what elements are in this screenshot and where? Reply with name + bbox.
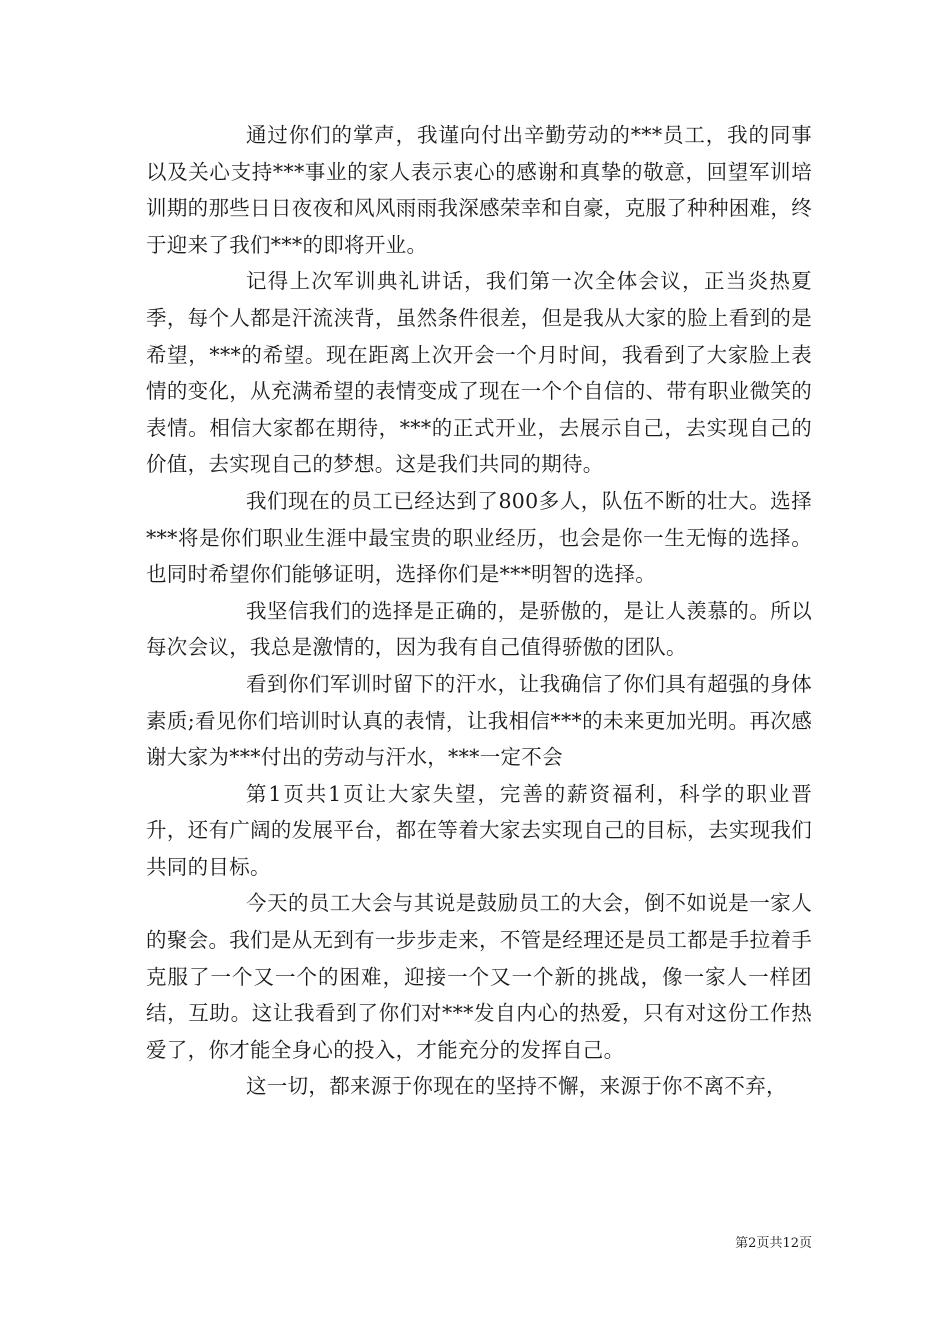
paragraph-3: 我们现在的员工已经达到了800多人，队伍不断的壮大。选择***将是你们职业生涯中最宝贵的职业经历，也会是你一生无悔的选择。也同时希望你们能够证明，选择你们是***明智的选择。 xyxy=(146,488,812,587)
document-body xyxy=(146,117,812,1105)
paragraph-1: 通过你们的掌声，我谨向付出辛勤劳动的***员工，我的同事以及关心支持***事业的家人表示衷心的感谢和真挚的敬意，回望军训培训期的那些日日夜夜和风风雨雨我深感荣幸和自豪，克服了种种困难，终于迎来了我们***的即将开业。 xyxy=(146,123,812,257)
paragraph-4: 我坚信我们的选择是正确的，是骄傲的，是让人羡慕的。所以每次会议，我总是激情的，因为我有自己值得骄傲的团队。 xyxy=(146,598,812,660)
paragraph-7: 今天的员工大会与其说是鼓励员工的大会，倒不如说是一家人的聚会。我们是从无到有一步步走来，不管是经理还是员工都是手拉着手克服了一个又一个的困难，迎接一个又一个新的挑战，像一家人一样团结，互助。这让我看到了你们对***发自内心的热爱，只有对这份工作热爱了，你才能全身心的投入，才能充分的发挥自己。 xyxy=(146,891,812,1062)
paragraph-2: 记得上次军训典礼讲话，我们第一次全体会议，正当炎热夏季，每个人都是汗流浃背，虽然条件很差，但是我从大家的脸上看到的是希望，***的希望。现在距离上次开会一个月时间，我看到了大家脸上表情的变化，从充满希望的表情变成了现在一个个自信的、带有职业微笑的表情。相信大家都在期待，***的正式开业，去展示自己，去实现自己的价值，去实现自己的梦想。这是我们共同的期待。 xyxy=(146,269,812,477)
paragraph-8: 这一切，都来源于你现在的坚持不懈，来源于你不离不弃， xyxy=(246,1074,787,1099)
paragraph-6: 第1页共1页让大家失望，完善的薪资福利，科学的职业晋升，还有广阔的发展平台，都在等着大家去实现自己的目标，去实现我们共同的目标。 xyxy=(146,781,812,879)
page-number-footer: 第2页共12页 xyxy=(735,1236,812,1251)
paragraph-5: 看到你们军训时留下的汗水，让我确信了你们具有超强的身体素质;看见你们培训时认真的表情，让我相信***的未来更加光明。再次感谢大家为***付出的劳动与汗水，***一定不会 xyxy=(146,671,812,770)
